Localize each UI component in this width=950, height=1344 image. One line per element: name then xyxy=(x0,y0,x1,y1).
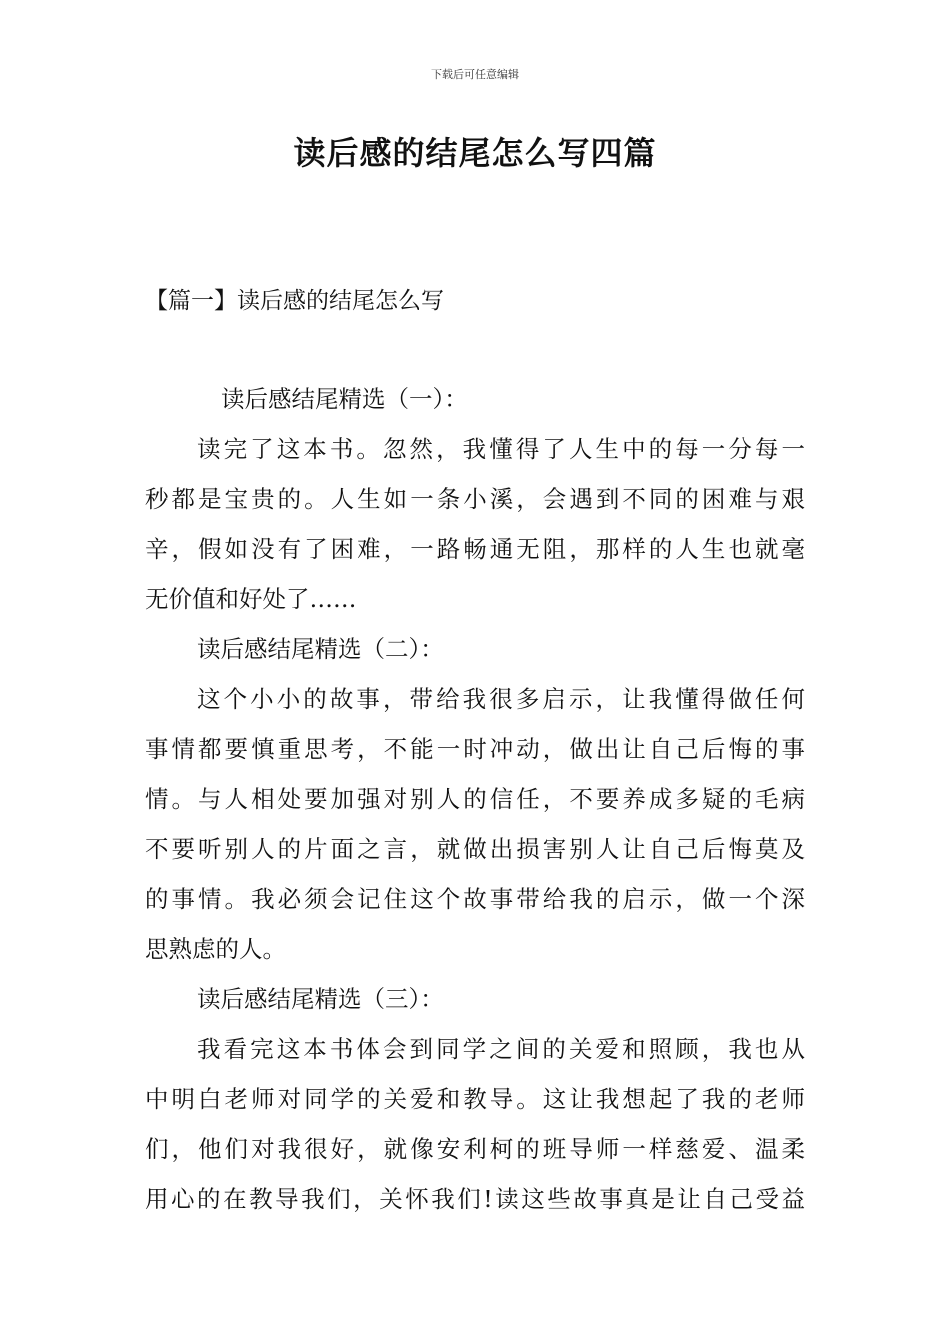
paragraph-line: 事情都要慎重思考，不能一时冲动，做出让自己后悔的事 xyxy=(145,735,805,763)
paragraph-line: 这个小小的故事，带给我很多启示，让我懂得做任何 xyxy=(197,685,805,713)
paragraph-line: 秒都是宝贵的。人生如一条小溪，会遇到不同的困难与艰 xyxy=(145,485,805,513)
paragraph-line: 的事情。我必须会记住这个故事带给我的启示，做一个深 xyxy=(145,885,805,913)
subtitle-1: 读后感结尾精选（一）： xyxy=(221,385,468,413)
subtitle-2: 读后感结尾精选（二）： xyxy=(197,635,444,663)
paragraph-line: 辛，假如没有了困难，一路畅通无阻，那样的人生也就毫 xyxy=(145,535,805,563)
header-note: 下载后可任意编辑 xyxy=(431,68,519,81)
paragraph-line: 无价值和好处了…… xyxy=(145,585,357,613)
paragraph-line: 用心的在教导我们，关怀我们!读这些故事真是让自己受益 xyxy=(145,1185,805,1213)
subtitle-3: 读后感结尾精选（三）： xyxy=(197,985,444,1013)
paragraph-line: 读完了这本书。忽然，我懂得了人生中的每一分每一 xyxy=(197,435,805,463)
paragraph-line: 们，他们对我很好，就像安利柯的班导师一样慈爱、温柔 xyxy=(145,1135,805,1163)
paragraph-line: 我看完这本书体会到同学之间的关爱和照顾，我也从 xyxy=(197,1035,805,1063)
document-body xyxy=(145,374,805,1224)
paragraph-line: 思熟虑的人。 xyxy=(145,935,286,963)
section-heading: 【篇一】读后感的结尾怎么写 xyxy=(145,288,444,314)
paragraph-line: 情。与人相处要加强对别人的信任，不要养成多疑的毛病 xyxy=(145,785,805,813)
paragraph-line: 不要听别人的片面之言，就做出损害别人让自己后悔莫及 xyxy=(145,835,805,863)
paragraph-line: 中明白老师对同学的关爱和教导。这让我想起了我的老师 xyxy=(145,1085,805,1113)
document-title: 读后感的结尾怎么写四篇 xyxy=(293,134,657,172)
